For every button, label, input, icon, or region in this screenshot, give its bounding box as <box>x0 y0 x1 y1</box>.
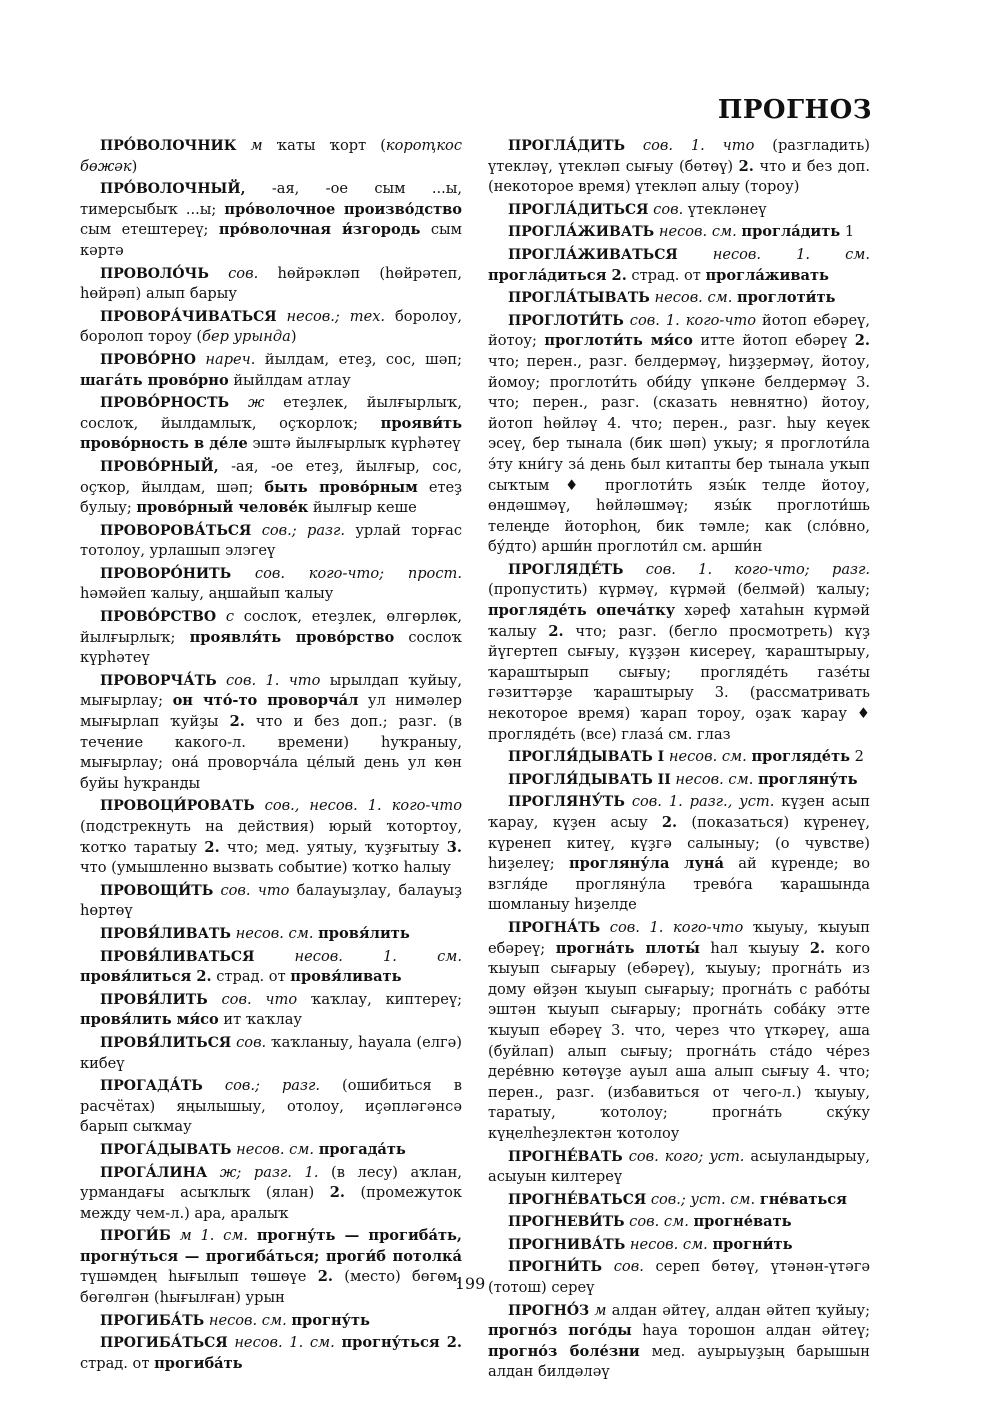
headword: ПРОВОРО́НИТЬ <box>100 565 232 582</box>
definition-text: сослоҡ, етеҙлек, өлгөрлөк, йылғырлыҡ; <box>80 608 463 646</box>
example-phrase: проглоти́ть мя́со <box>544 332 693 350</box>
translation-text: ай күренде; во взгля́де прогляну́ла трево́га ҡарашында шомланыу һиҙелде <box>488 855 870 914</box>
headword: ПРОВЯ́ЛИТЬСЯ <box>100 1034 232 1051</box>
headword: ПРОВОЛО́ЧЬ <box>100 265 209 282</box>
example-phrase: прогляну́ть <box>757 770 858 788</box>
translation-text: кого ҡыуып сығарыу (ебәреү), ҡыуыу; прогна́ть из дому өйҙән ҡыуып сығарыу; прогна́ть с рабо́ты эштән ҡыуып сығарыу; прогна́ть соба́ку этте ҡыуып ебәреү 3. что, через что үткәреү, аша (буйлап) алып сығыу; прогна́ть ста́до че́рез дере́вню көтөүҙе ауыл аша алып сығыу 4. что; перен., разг. (избавиться от чего-л.) ҡыуыу, таратыу, ҡотолоу; прогна́ть ску́ку күңелһеҙлектән ҡотолоу <box>488 939 870 1142</box>
dictionary-entry <box>488 918 870 1145</box>
dictionary-entry <box>488 560 870 745</box>
translation-text: страд. от <box>80 1354 155 1372</box>
example-phrase: провя́литься 2. <box>80 968 212 986</box>
grammar-note: нареч. <box>195 350 256 368</box>
headword: ПРОВО́РНОСТЬ <box>100 395 230 412</box>
definition-text: һөйрәкләп (һөйрәтеп, һөйрәп) алып барыу <box>80 264 462 303</box>
headword: ПРО́ВОЛОЧНЫЙ, <box>100 181 246 198</box>
example-phrase: провя́лить <box>318 924 410 942</box>
definition-text: сереп бөтөү, үтәнән-үтәгә (тотош) сереү <box>488 1258 870 1297</box>
example-phrase: 2. <box>229 713 245 731</box>
example-phrase: прогляде́ть опеча́тку <box>488 602 676 620</box>
grammar-note: несов. см. <box>649 289 733 307</box>
dictionary-entry <box>80 1076 462 1138</box>
translation-text: что; перен., разг. белдермәү, һиҙҙермәү, йотоу, йомоу; проглоти́ть оби́ду үпкәне белдермәү 3. что; перен., разг. (сказать невнятно) йотоу, йотоп һөйләү 4. что; перен., разг. һыу кеүек эсеү, бер тынала (бик шәп) уҡыу; я проглоти́ла э́ту кни́гу за́ день был китапты бер тынала уҡып сыҡтым ♦ проглоти́ть язы́к телде йотоу, өндәшмәү, һөйләшмәү; язы́к проглоти́шь телеңде йоторһоң, бик тәмле; как (сло́вно, бу́дто) арши́н проглоти́л см. арши́н <box>488 352 870 556</box>
grammar-note: несов. см. <box>204 1311 287 1329</box>
grammar-note: сов. 1. разг., уст. <box>624 793 775 811</box>
translation-text: итте йотоп ебәреү <box>692 332 855 350</box>
translation-text: что; мед. уятыу, ҡуҙғытыу <box>219 838 447 856</box>
grammar-note: сов. что <box>213 881 290 899</box>
translation-text: мед. ауырыуҙың барышын алдан билдәләү <box>488 1342 870 1381</box>
grammar-note: сов. кого-что; прост. <box>231 564 462 582</box>
grammar-note: сов. 1. кого-что; разг. <box>623 560 870 578</box>
headword: ПРОВО́РНО <box>100 351 196 368</box>
translation-text: (место) бөгөм, бөгөлгән (һығылған) урын <box>80 1268 462 1307</box>
headword: ПРОВОРОВА́ТЬСЯ <box>100 522 252 539</box>
dictionary-entry <box>80 1033 462 1074</box>
translation-text: сослоҡ күрһәтеү <box>80 628 462 667</box>
headword: ПРОВО́РСТВО <box>100 609 217 626</box>
dictionary-entry <box>80 457 462 519</box>
headword: ПРОВОРЧА́ТЬ <box>100 672 217 689</box>
grammar-note: сов. <box>231 1033 267 1051</box>
example-phrase: про́волочное произво́дство <box>224 200 462 218</box>
headword: ПРОВОРА́ЧИВАТЬСЯ <box>100 308 277 325</box>
definition-text: ҡыуыу, ҡыуып ебәреү; <box>488 918 870 957</box>
dictionary-entry <box>488 1212 870 1233</box>
grammar-note: сов. см. <box>624 1213 689 1231</box>
translation-text: түшәмдең һығылып төшөүе <box>80 1268 318 1286</box>
example-phrase: гне́ваться <box>759 1190 847 1208</box>
definition-text: -ая, -ое сым ...ы, тимерсыбыҡ ...ы; <box>80 180 462 218</box>
headword: ПРОГА́ДЫВАТЬ <box>100 1141 232 1158</box>
translation-text: эштә йылғырлыҡ күрһәтеү <box>247 435 461 453</box>
grammar-note: несов. 1. см. <box>677 245 870 263</box>
headword: ПРО́ВОЛОЧНИК <box>100 138 237 154</box>
dictionary-entry <box>488 1190 870 1211</box>
definition-text: йылдам, етеҙ, сос, шәп; <box>255 350 462 368</box>
example-phrase: 2. <box>329 1184 345 1202</box>
example-phrase: 2. <box>548 622 564 640</box>
definition-text: асыуландырыу, асыуын килтереү <box>488 1147 870 1186</box>
dictionary-entry <box>488 1301 870 1383</box>
grammar-note: сов.; уст. см. <box>646 1190 756 1208</box>
example-phrase: проглоти́ть <box>737 289 836 307</box>
definition-text: етеҙлек, йылғырлыҡ, сослоҡ, йылдамлыҡ, оҫҡорлоҡ; <box>80 394 462 432</box>
dictionary-entry <box>488 311 870 558</box>
definition-text: алдан әйтеү, алдан әйтеп ҡуйыу; <box>606 1301 870 1319</box>
definition-text: ҡаҡланыу, һауала (елгә) кибеү <box>80 1033 463 1072</box>
headword: ПРОГЛА́ЖИВАТЬ <box>508 224 655 241</box>
example-phrase: 2. <box>661 814 678 831</box>
dictionary-entry <box>488 1235 870 1256</box>
grammar-note: несов. см. <box>625 1235 708 1253</box>
definition-text: -ая, -ое етеҙ, йылғыр, сос, оҫҡор, йылдам, шәп; <box>80 457 462 496</box>
headword: ПРОВЯ́ЛИВАТЬСЯ <box>100 948 255 965</box>
grammar-note: сов. кого; уст. <box>622 1147 745 1165</box>
example-phrase: прогла́дить <box>741 223 841 241</box>
dictionary-entry <box>80 1140 462 1161</box>
grammar-note: сов., несов. 1. кого-что <box>254 797 462 815</box>
grammar-note: сов.; разг. <box>251 521 346 539</box>
dictionary-entry <box>80 947 462 988</box>
grammar-note: м <box>236 137 263 154</box>
headword: ПРОГНЕВИ́ТЬ <box>508 1214 625 1231</box>
grammar-note: сов. 1. кого-что <box>600 918 744 936</box>
example-phrase: 2. <box>854 332 871 350</box>
headword: ПРОГИБА́ТЬ <box>100 1312 205 1329</box>
example-phrase: прогни́ть <box>712 1235 793 1253</box>
dictionary-entry <box>488 792 870 916</box>
example-phrase: прогне́вать <box>693 1213 792 1231</box>
grammar-note: сов. <box>602 1258 644 1276</box>
dictionary-entry <box>80 1333 462 1374</box>
headword: ПРОВЯ́ЛИВАТЬ <box>100 925 231 942</box>
translation-text: что; разг. (бегло просмотреть) күҙ йүгертеп сығыу, күҙҙән кисереү, ҡараштырыу, ҡараштырып сығыу; прогляде́ть газе́ты гәзиттәрҙе ҡараштырыу 3. (рассматривать некоторое время) ҡарап тороу, оҙаҡ ҡарау ♦ прогляде́ть (все) глаза́ см. глаз <box>488 622 870 743</box>
headword: ПРОГНА́ТЬ <box>508 919 601 936</box>
example-phrase: он что́-то проворча́л <box>172 692 359 710</box>
example-phrase: прогляну́ла луна́ <box>569 855 724 873</box>
grammar-note: несов. см. <box>670 770 754 788</box>
example-phrase: прогно́з пого́ды <box>488 1322 632 1340</box>
example-phrase: 2. <box>809 939 826 957</box>
translation-text: 2 <box>850 748 864 766</box>
gloss-note: короҭкос бөжәк <box>80 137 462 175</box>
dictionary-entry <box>488 747 870 768</box>
dictionary-entry <box>80 350 462 391</box>
translation-text: что (умышленно вызвать событие) ҡотҡо һалыу <box>80 859 452 877</box>
dictionary-entry <box>80 564 462 605</box>
translation-text: һал ҡыуыу <box>699 939 810 957</box>
definition-text: (в лесу) аҡлан, урмандағы асыҡлыҡ (ялан) <box>80 1163 462 1202</box>
grammar-note: сов.; разг. <box>202 1077 320 1095</box>
dictionary-entry <box>80 393 462 455</box>
headword: ПРОГЛЯ́ДЫВАТЬ II <box>508 771 671 788</box>
headword: ПРОГИ́Б <box>100 1228 171 1245</box>
grammar-note: несов. см. <box>664 748 747 766</box>
definition-text: ырылдап ҡуйыу, мығырлау; <box>80 671 462 710</box>
translation-text: йыйлдам атлау <box>228 371 351 389</box>
example-phrase: провя́ливать <box>290 968 402 986</box>
definition-text: үтекләнеү <box>683 200 767 218</box>
dictionary-entry <box>488 136 870 198</box>
definition-text: күҙен асып ҡарау, күҙен асыу <box>488 793 870 831</box>
definition-text: ҡаты ҡорт ( <box>262 137 386 154</box>
headword: ПРОГАДА́ТЬ <box>100 1078 203 1095</box>
dictionary-entry <box>80 1311 462 1332</box>
translation-text: йылғыр кеше <box>308 499 417 517</box>
dictionary-entry <box>80 307 462 348</box>
headword: ПРОГНИ́ТЬ <box>508 1259 603 1276</box>
translation-text: ) <box>290 328 297 346</box>
example-phrase: прогада́ть <box>318 1140 406 1158</box>
definition-text: ҡаҡлау, киптереү; <box>297 990 462 1008</box>
translation-text: ул нимәлер мығырлап ҡуйҙы <box>80 692 462 731</box>
headword: ПРОГЛЯНУ́ТЬ <box>508 794 625 811</box>
example-phrase: 2. <box>738 157 754 175</box>
headword: ПРОВОЦИ́РОВАТЬ <box>100 798 255 815</box>
example-phrase: прогна́ть плоты́ <box>555 939 700 957</box>
grammar-note: ж <box>229 394 265 412</box>
definition-text: йотоп ебәреү, йотоу; <box>488 311 870 350</box>
running-head: ПРОГНОЗ <box>717 95 872 125</box>
grammar-note: сов. 1. что <box>216 671 321 689</box>
definition-text: һәмәйеп ҡалыу, аңшайып ҡалыу <box>80 585 334 603</box>
dictionary-entry <box>488 1147 870 1188</box>
definition-text: (пропустить) күрмәү, күрмәй (белмәй) ҡалыу; <box>488 581 870 599</box>
translation-text: (промежуток между чем-л.) ара, аралыҡ <box>80 1184 463 1222</box>
grammar-note: несов. 1. см. <box>254 947 462 965</box>
grammar-note: несов.; тех. <box>276 307 386 325</box>
grammar-note: несов. см. <box>654 223 737 241</box>
headword: ПРОГЛА́ТЫВАТЬ <box>508 290 650 307</box>
dictionary-entry <box>80 264 462 305</box>
example-phrase: про́волочная и́згородь <box>218 221 421 239</box>
example-phrase: прогно́з боле́зни <box>488 1342 640 1360</box>
grammar-note: ж; разг. 1. <box>207 1163 319 1181</box>
dictionary-entry <box>80 1163 462 1225</box>
headword: ПРОГЛА́ЖИВАТЬСЯ <box>508 246 678 263</box>
example-phrase: быть прово́рным <box>264 478 418 496</box>
example-phrase: прогну́ться 2. <box>341 1334 462 1352</box>
dictionary-entry <box>488 245 870 286</box>
example-phrase: прогиба́ть <box>154 1354 243 1372</box>
dictionary-entry <box>80 881 462 922</box>
headword: ПРОВЯ́ЛИТЬ <box>100 991 208 1008</box>
translation-text: етеҙ булыу; <box>80 478 462 517</box>
grammar-note: несов. см. <box>231 1140 315 1158</box>
headword: ПРОВОЩИ́ТЬ <box>100 882 214 899</box>
definition-text: (ошибиться в расчётах) яңылышыу, отолоу, иҫәпләгәнсә барып сыҡмау <box>80 1077 462 1136</box>
headword: ПРОГЛЯДЕ́ТЬ <box>508 561 624 578</box>
translation-text: страд. от <box>211 968 291 986</box>
definition-text <box>248 1227 257 1244</box>
dictionary-entry <box>80 796 462 878</box>
page-number: 199 <box>454 1274 486 1293</box>
headword: ПРОГНИВА́ТЬ <box>508 1236 626 1253</box>
dictionary-entry <box>80 179 462 261</box>
example-phrase: проявля́ть прово́рство <box>189 628 395 646</box>
example-phrase: прогну́ть <box>291 1311 370 1329</box>
example-phrase: прогляде́ть <box>751 748 851 766</box>
translation-text: что и без доп.; разг. (в течение какого-л. времени) һуҡраныу, мығырлау; она́ проворча́ла це́лый день ул көн буйы һуҡранды <box>80 713 463 792</box>
headword: ПРОГЛА́ДИТЬ <box>508 138 626 154</box>
grammar-note: сов. что <box>207 990 298 1008</box>
grammar-note: сов. 1. кого-что <box>623 311 757 329</box>
headword: ПРОГНЕ́ВАТЬСЯ <box>508 1191 647 1208</box>
grammar-note: м 1. см. <box>170 1227 249 1245</box>
definition-text: (подстрекнуть на действия) юрый ҡотортоу, ҡотҡо таратыу <box>80 818 462 856</box>
grammar-note: м <box>589 1301 607 1319</box>
example-phrase: прогла́живать <box>705 266 829 284</box>
translation-text: страд. от <box>626 266 706 284</box>
grammar-note: сов. 1. что <box>625 137 755 154</box>
dictionary-entry <box>80 924 462 945</box>
right-column <box>488 136 870 1385</box>
grammar-note: сов. <box>208 264 259 282</box>
translation-text: сым кәртә <box>80 221 462 259</box>
dictionary-entry <box>80 990 462 1031</box>
dictionary-entry <box>488 200 870 221</box>
gloss-note: бер урында <box>202 328 291 346</box>
definition-text: (разгладить) үтекләү, үтекләп сығыу (бөтөү) <box>488 137 870 175</box>
translation-text: һауа торошон алдан әйтеү; <box>631 1322 870 1340</box>
translation-text: что и без доп. (некоторое время) үтекләп алыу (тороу) <box>488 157 871 196</box>
example-phrase: 2. <box>204 838 220 856</box>
dictionary-entry <box>80 607 462 669</box>
dictionary-entry <box>80 671 462 795</box>
headword: ПРОГИБА́ТЬСЯ <box>100 1335 228 1352</box>
example-phrase: прогну́ть — прогиба́ть, прогну́ться — прогиба́ться; проги́б потолка́ <box>80 1227 462 1265</box>
example-phrase: прояви́ть прово́рность в де́ле <box>80 414 462 453</box>
headword: ПРОВО́РНЫЙ, <box>100 458 219 475</box>
headword: ПРОГА́ЛИНА <box>100 1164 208 1181</box>
translation-text: 1 <box>840 223 855 241</box>
definition-text: балауыҙлау, балауыҙ һөртөү <box>80 881 462 920</box>
headword: ПРОГНЕ́ВАТЬ <box>508 1148 623 1165</box>
example-phrase: прово́рный челове́к <box>136 499 309 517</box>
headword: ПРОГЛОТИ́ТЬ <box>508 312 624 329</box>
dictionary-entry <box>488 770 870 791</box>
translation-text: (показаться) күренеү, күренеп китеү, күҙгә салыныу; (о чувстве) һиҙелеү; <box>488 814 871 873</box>
left-column <box>80 136 462 1376</box>
translation-text: хәреф хатаһын күрмәй ҡалыу <box>488 602 870 640</box>
translation-text: сым етештереү; <box>80 221 219 239</box>
definition-text: боролоу, боролоп тороу ( <box>80 307 462 346</box>
dictionary-entry <box>80 521 462 562</box>
example-phrase: провя́лить мя́со <box>80 1011 219 1029</box>
headword: ПРОГНО́З <box>508 1302 590 1319</box>
dictionary-entry <box>488 288 870 309</box>
translation-text: ит ҡаҡлау <box>218 1011 303 1029</box>
example-phrase: прогла́диться 2. <box>488 266 627 284</box>
dictionary-entry <box>488 222 870 243</box>
example-phrase: 2. <box>317 1268 333 1286</box>
grammar-note: несов. 1. см. <box>227 1334 335 1352</box>
grammar-note: несов. см. <box>230 924 314 942</box>
dictionary-entry <box>80 1226 462 1308</box>
headword: ПРОГЛА́ДИТЬСЯ <box>508 201 649 218</box>
grammar-note: сов. <box>648 200 684 218</box>
headword: ПРОГЛЯ́ДЫВАТЬ I <box>508 749 665 766</box>
example-phrase: 3. <box>446 838 462 856</box>
grammar-note: с <box>216 608 235 626</box>
translation-text: ) <box>131 157 138 175</box>
dictionary-entry <box>80 136 462 177</box>
definition-text: урлай торғас тотолоу, урлашып элэгеү <box>80 521 462 560</box>
example-phrase: шага́ть прово́рно <box>80 371 229 389</box>
